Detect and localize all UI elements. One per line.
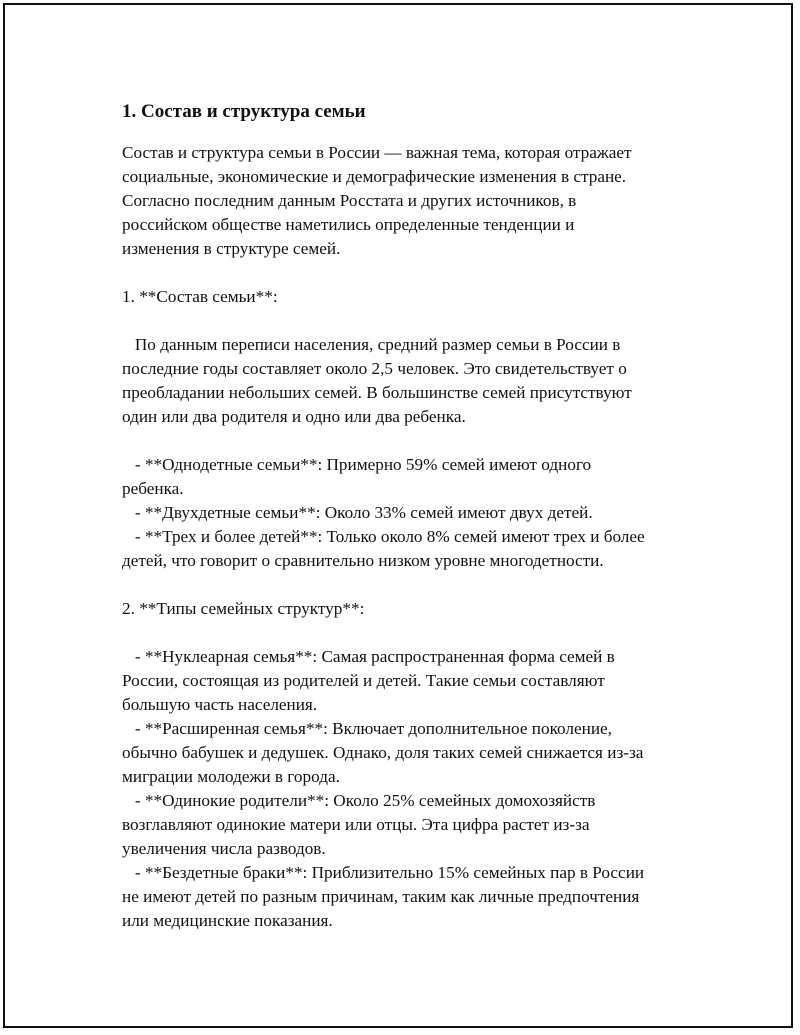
text-line: миграции молодежи в города. [122,767,340,786]
text-line: социальные, экономические и демографические изменения в стране. [122,167,627,186]
paragraph [122,333,697,429]
text-line: России, состоящая из родителей и детей. Такие семьи составляют [122,671,605,690]
text-line: - **Однодетные семьи**: Примерно 59% семей имеют одного [122,455,592,474]
text-line: По данным переписи населения, средний размер семьи в России в [122,335,621,354]
text-line: обычно бабушек и дедушек. Однако, доля таких семей снижается из-за [122,743,644,762]
text-line: - **Бездетные браки**: Приблизительно 15% семейных пар в России [122,863,645,882]
paragraph-gap [122,261,697,285]
text-line: - **Двухдетные семьи**: Около 33% семей имеют двух детей. [122,503,593,522]
paragraph [122,645,697,933]
text-line: большую часть населения. [122,695,318,714]
text-line: детей, что говорит о сравнительно низком уровне многодетности. [122,551,604,570]
text-line: не имеют детей по разным причинам, таким как личные предпочтения [122,887,640,906]
paragraph [122,285,697,309]
paragraph-gap [122,573,697,597]
text-line: увеличения числа разводов. [122,839,326,858]
section-title: 1. Состав и структура семьи [122,101,366,122]
text-line: преобладании небольших семей. В большинстве семей присутствуют [122,383,632,402]
text-line: один или два родителя и одно или два ребенка. [122,407,466,426]
paragraph [122,453,697,573]
text-line: 1. **Состав семьи**: [122,287,278,306]
text-line: или медицинские показания. [122,911,333,930]
document-body [122,141,697,933]
text-line: 2. **Типы семейных структур**: [122,599,365,618]
text-line: - **Нуклеарная семья**: Самая распространенная форма семей в [122,647,615,666]
text-line: - **Расширенная семья**: Включает дополнительное поколение, [122,719,612,738]
text-line: возглавляют одинокие матери или отцы. Эта цифра растет из-за [122,815,590,834]
document-page [3,3,793,1028]
paragraph-gap [122,621,697,645]
text-line: последние годы составляет около 2,5 человек. Это свидетельствует о [122,359,627,378]
paragraph-gap [122,309,697,333]
text-line: изменения в структуре семей. [122,239,341,258]
text-line: ребенка. [122,479,184,498]
document-content [122,99,697,933]
text-line: - **Трех и более детей**: Только около 8% семей имеют трех и более [122,527,645,546]
text-line: Состав и структура семьи в России — важная тема, которая отражает [122,143,632,162]
paragraph [122,141,697,261]
text-line: Согласно последним данным Росстата и других источников, в [122,191,577,210]
text-line: российском обществе наметились определенные тенденции и [122,215,575,234]
paragraph-gap [122,429,697,453]
text-line: - **Одинокие родители**: Около 25% семейных домохозяйств [122,791,596,810]
paragraph [122,597,697,621]
